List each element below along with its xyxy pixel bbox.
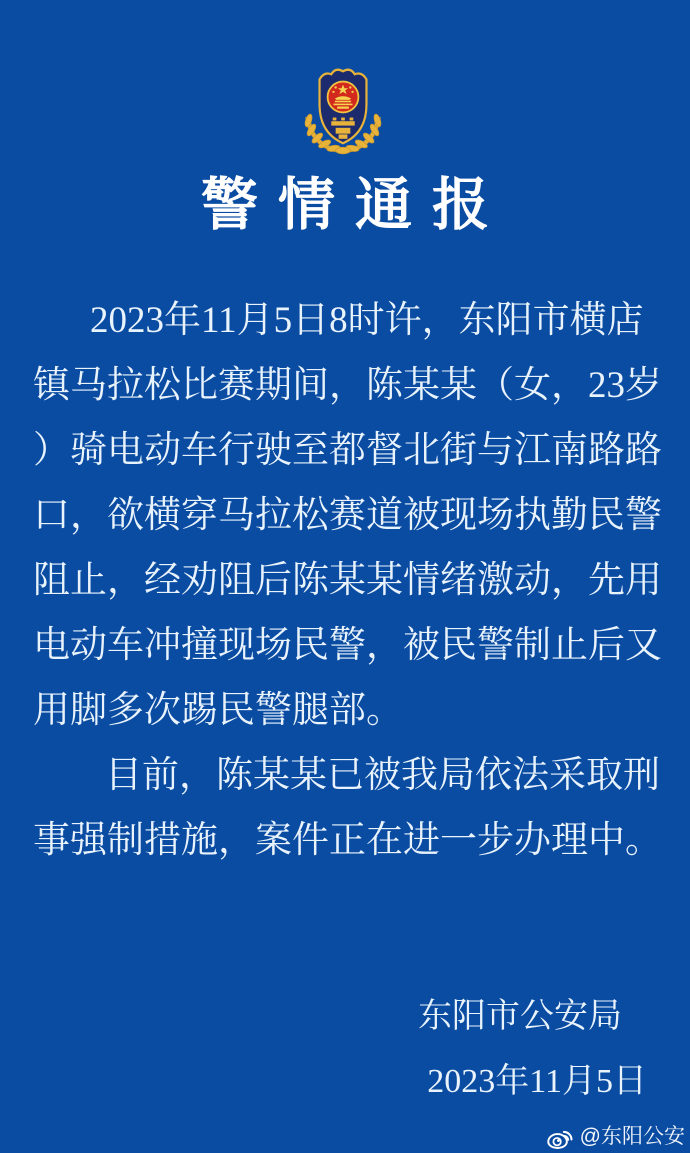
notice-line: 口，欲横穿马拉松赛道被现场执勤民警 xyxy=(33,495,662,536)
notice-title: 警情通报 xyxy=(201,174,509,237)
notice-line: 用脚多次踢民警腿部。 xyxy=(33,690,403,731)
police-badge-icon xyxy=(299,60,387,156)
notice-body xyxy=(33,288,662,873)
notice-line: 事强制措施，案件正在进一步办理中。 xyxy=(33,820,662,861)
notice-line: 阻止，经劝阻后陈某某情绪激动，先用 xyxy=(33,560,662,601)
weibo-watermark xyxy=(547,1125,685,1149)
notice-line: ）骑电动车行驶至都督北街与江南路路 xyxy=(33,430,662,471)
notice-line: 电动车冲撞现场民警，被民警制止后又 xyxy=(33,625,662,666)
notice-line: 2023年11月5日8时许，东阳市横店 xyxy=(90,300,644,341)
signature-agency: 东阳市公安局 xyxy=(418,998,622,1035)
notice-line: 目前，陈某某已被我局依法采取刑 xyxy=(105,755,660,796)
notice-line: 镇马拉松比赛期间，陈某某（女，23岁 xyxy=(33,365,662,406)
weibo-icon xyxy=(547,1125,574,1149)
signature-date: 2023年11月5日 xyxy=(427,1063,647,1100)
watermark-handle: @东阳公安 xyxy=(579,1125,685,1148)
